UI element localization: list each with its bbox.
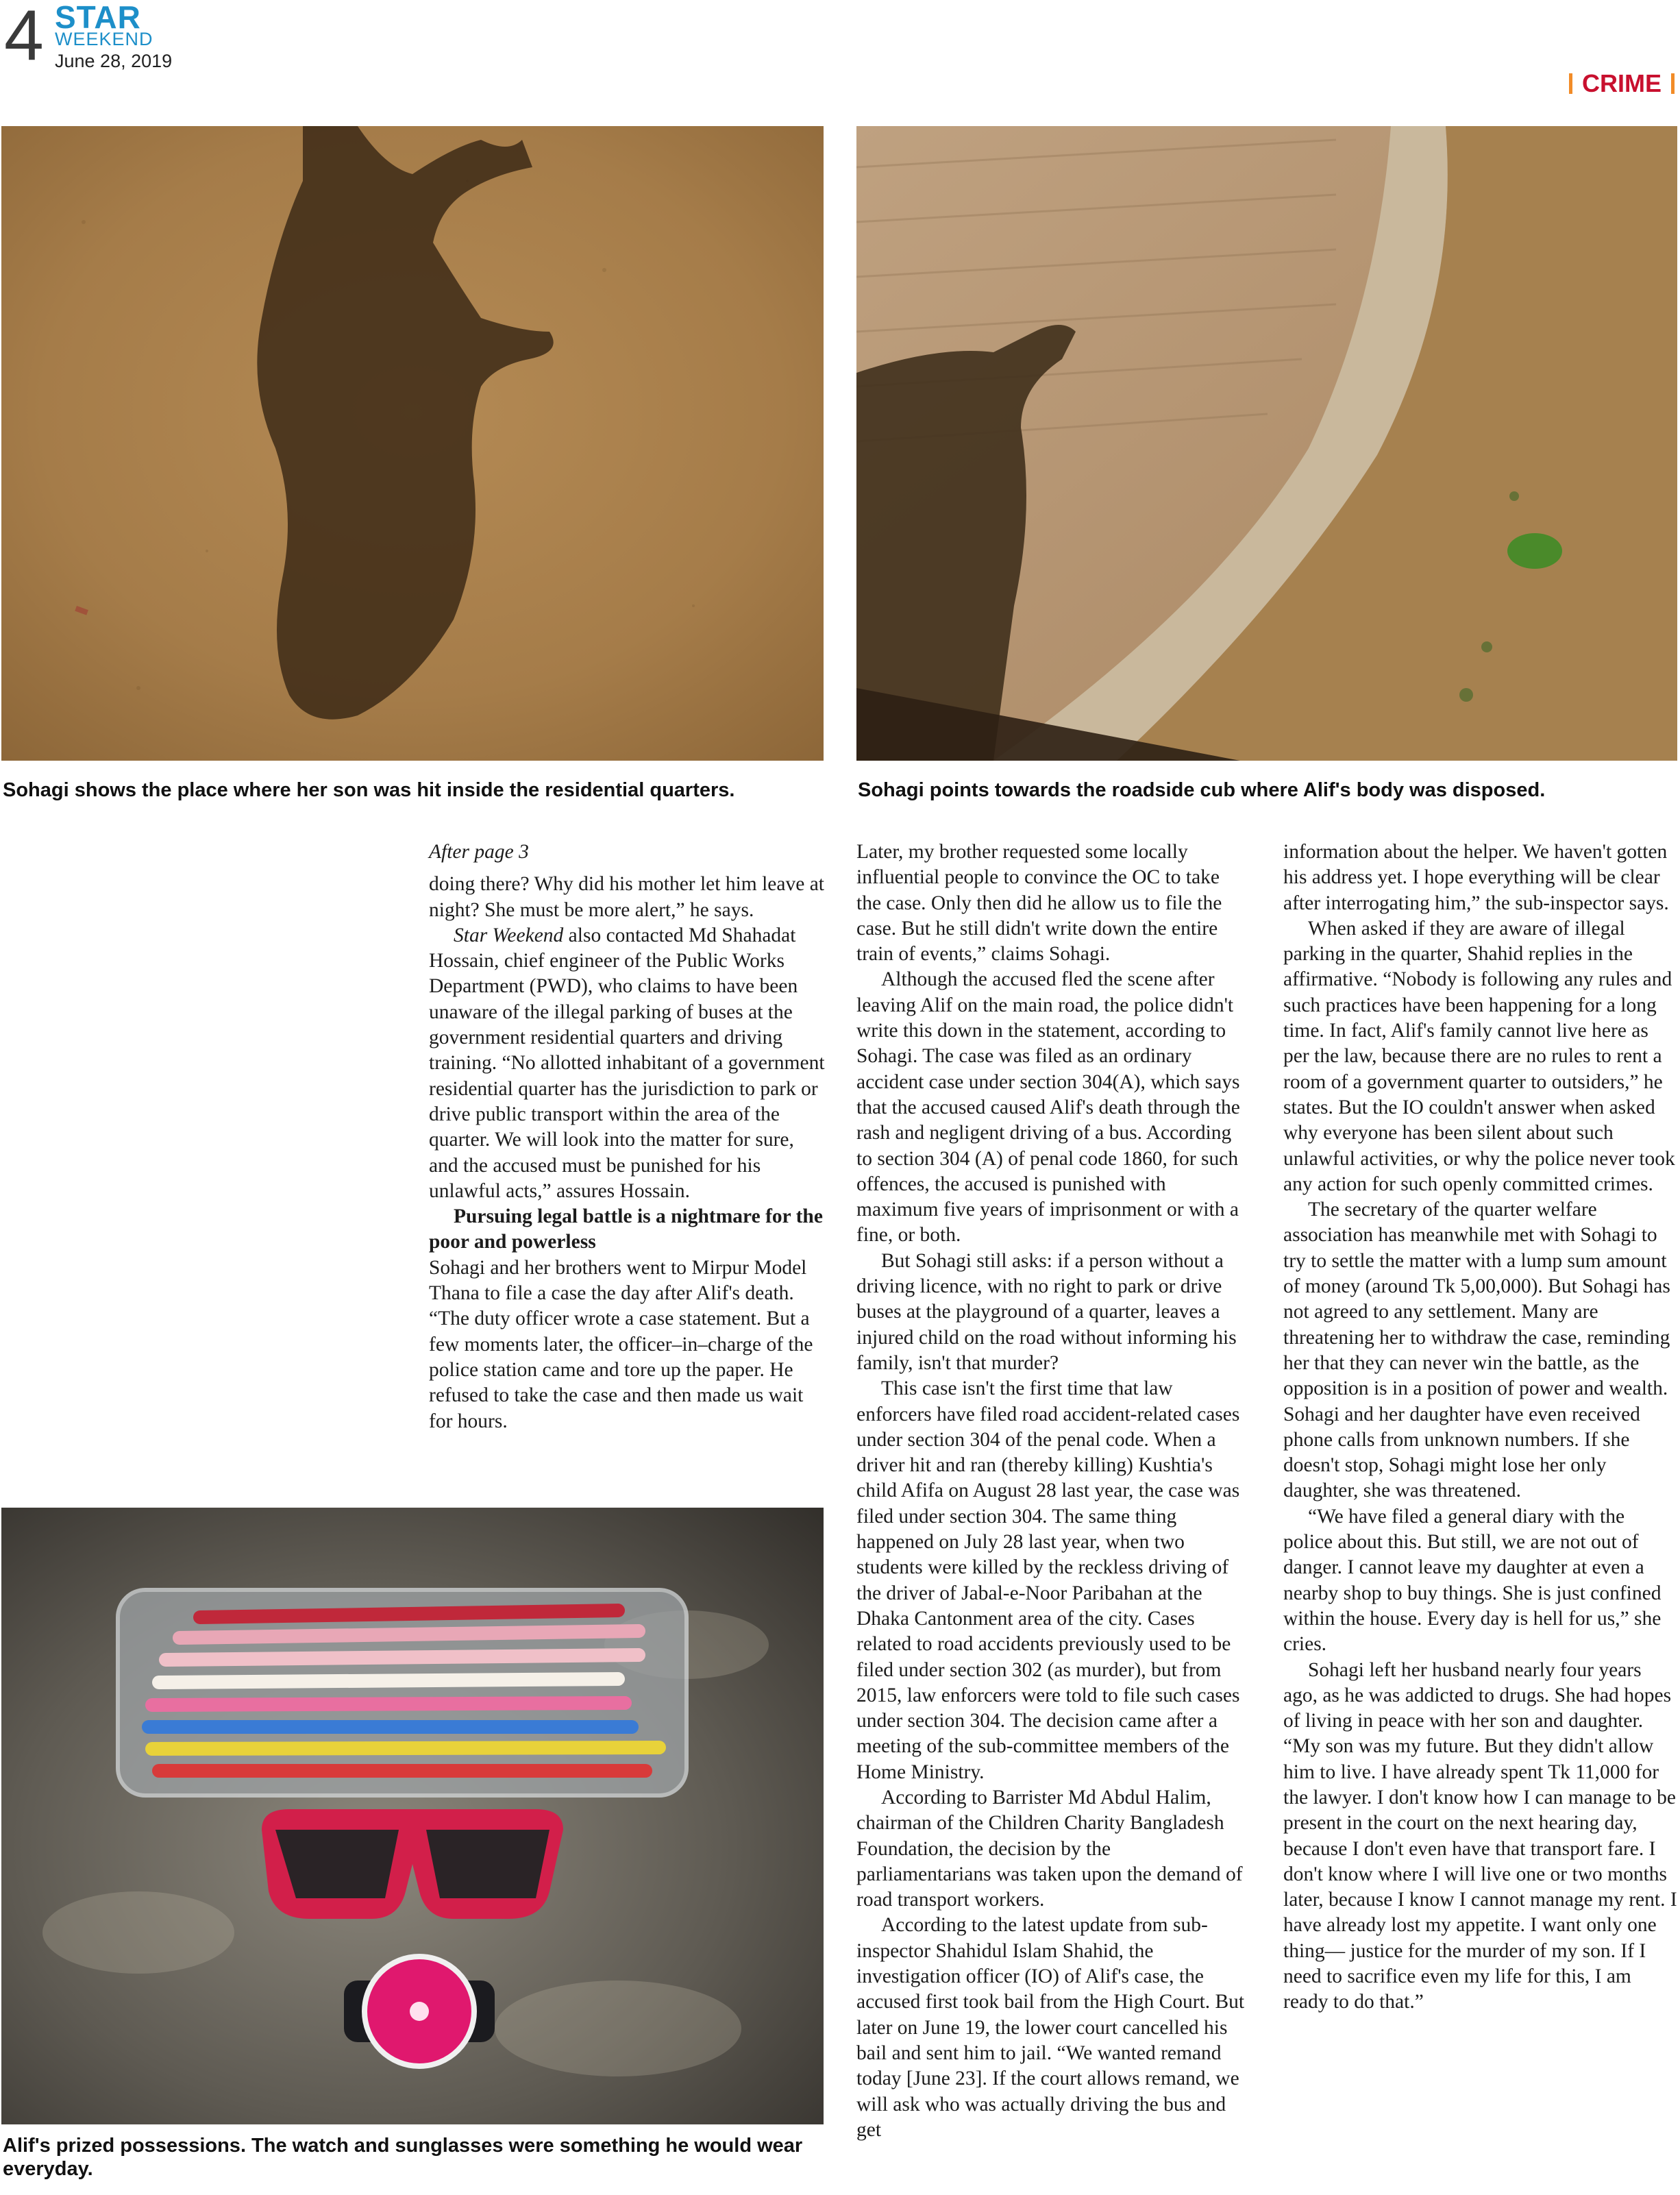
- edition-name: WEEKEND: [55, 29, 153, 49]
- paragraph: Sohagi and her brothers went to Mirpur Model Thana to file a case the day after Alif's death. “The duty officer wrote a case statement. But a few moments later, the officer–in–charge of the police station came and tore up the paper. He refused to take the case and then made us wait for hours.: [429, 1256, 813, 1432]
- section-bar-left: [1569, 73, 1572, 94]
- page-number: 4: [4, 0, 44, 75]
- paragraph: “We have filed a general diary with the police about this. But still, we are not out of danger. I cannot leave my daughter at even a nearby shop to buy things. She is just confined within the house. Every day is hell for us,” she cries.: [1283, 1505, 1662, 1656]
- article-column-1: [429, 839, 825, 1434]
- paragraph: But Sohagi still asks: if a person without a driving licence, with no right to park or drive buses at the playground of a quarter, leaves a injured child on the road without informing his family, isn't that murder?: [856, 1249, 1237, 1374]
- paragraph: According to the latest update from sub-inspector Shahidul Islam Shahid, the investigation officer (IO) of Alif's case, the accused first took bail from the High Court. But later on June 19, the lower court cancelled his bail and sent him to jail. “We wanted remand today [June 23]. If the court allows remand, we will ask who was actually driving the bus and get: [856, 1914, 1245, 2141]
- publication-name: Star Weekend: [454, 924, 564, 946]
- paragraph: This case isn't the first time that law enforcers have filed road accident-related cases under section 304 of the penal code. When a driver hit and ran (thereby killing) Kushtia's child Afifa on August 28 last year, the case was filed under section 304. The same thing happened on July 28 last year, when two students were killed by the reckless driving of the driver of Jabal-e-Noor Paribahan at the Dhaka Cantonment area of the city. Cases related to road accidents previously used to be filed under section 302 (as murder), but from 2015, law enforcers were told to file such cases under section 304. The decision came after a meeting of the sub-committee members of the Home Ministry.: [856, 1377, 1240, 1783]
- article-column-3: [1283, 839, 1678, 2015]
- paragraph: Sohagi left her husband nearly four years ago, as he was addicted to drugs. She had hopes of living in peace with her son and daughter. “My son was my future. But they didn't allow him to live. I have already spent Tk 11,000 for the lawyer. I don't know how I can manage to be present in the court on the next hearing day, because I don't even have that transport fare. I don't know where I will live one or two months later, because I know I cannot manage my rent. I have already lost my appetite. I want only one thing— justice for the murder of my son. If I need to sacrifice even my life for this, I am ready to do that.”: [1283, 1658, 1677, 2013]
- paragraph: doing there? Why did his mother let him leave at night? She must be more alert,” he says.: [429, 873, 825, 921]
- photo-roadside-curb: [856, 126, 1677, 761]
- photo-shadow-ground: [1, 126, 824, 761]
- paragraph: information about the helper. We haven't gotten his address yet. I hope everything will be clear after interrogating him,” the sub-inspector says.: [1283, 841, 1669, 914]
- caption-photo1: Sohagi shows the place where her son was hit inside the residential quarters.: [3, 779, 735, 801]
- paragraph: The secretary of the quarter welfare association has meanwhile met with Sohagi to try to settle the matter with a lump sum amount of money (around Tk 5,00,000). But Sohagi has not agreed to any settlement. Many are threatening her to withdraw the case, reminding her that they can never win the battle, as the opposition is in a position of power and wealth. Sohagi and her daughter have even received phone calls from unknown numbers. If she doesn't stop, Sohagi might lose her only daughter, she was threatened.: [1283, 1199, 1670, 1502]
- paragraph: According to Barrister Md Abdul Halim, chairman of the Children Charity Bangladesh Foundation, the decision by the parliamentarians was taken upon the demand of road transport workers.: [856, 1786, 1243, 1911]
- photo-roadside-curb-image: [856, 126, 1677, 761]
- paragraph: When asked if they are aware of illegal parking in the quarter, Shahid replies in the affirmative. “Nobody is following any rules and such practices have been happening for a long time. In fact, Alif's family cannot live here as per the law, because there are no rules to rent a room of a government quarter to outsiders,” he states. But the IO couldn't answer when asked why everyone has been silent about such unlawful activities, or why the police never took any action for such openly committed crimes.: [1283, 917, 1675, 1195]
- paragraph: Although the accused fled the scene after leaving Alif on the main road, the police didn't write this down in the statement, according to Sohagi. The case was filed as an ordinary accident case under section 304(A), which says that the accused caused Alif's death through the rash and negligent driving of a bus. According to section 304 (A) of penal code 1860, for such offences, the accused is punished with maximum five years of imprisonment or with a fine, or both.: [856, 968, 1240, 1247]
- article-column-2: [856, 839, 1248, 2143]
- caption-photo2: Sohagi points towards the roadside cub where Alif's body was disposed.: [858, 779, 1546, 801]
- subheading: Pursuing legal battle is a nightmare for the poor and powerless: [429, 1205, 823, 1253]
- section-label: [1569, 70, 1675, 97]
- paragraph: Later, my brother requested some locally influential people to convince the OC to take the case. Only then did he allow us to file the case. But he still didn't write down the entire train of events,” claims Sohagi.: [856, 841, 1222, 966]
- caption-photo3: Alif's prized possessions. The watch and sunglasses were something he would wear everyday.: [3, 2135, 803, 2180]
- continued-from: After page 3: [429, 841, 529, 863]
- issue-date: June 28, 2019: [55, 51, 173, 71]
- brand-logo: STAR: [55, 0, 141, 35]
- section-bar-right: [1671, 73, 1675, 94]
- photo-possessions: [1, 1508, 824, 2124]
- photo-shadow-ground-image: [1, 126, 824, 761]
- photo-possessions-image: [1, 1508, 824, 2124]
- section-name: CRIME: [1582, 69, 1662, 97]
- paragraph: [429, 923, 825, 1204]
- paragraph-text: also contacted Md Shahadat Hossain, chief engineer of the Public Works Department (PWD), who claims to have been unaware of the illegal parking of buses at the government residential quarters and driving training. “No allotted inhabitant of a government residential quarter has the jurisdiction to park or drive public transport within the area of the quarter. We will look into the matter for sure, and the accused must be punished for his unlawful acts,” assures Hossain.: [429, 924, 825, 1202]
